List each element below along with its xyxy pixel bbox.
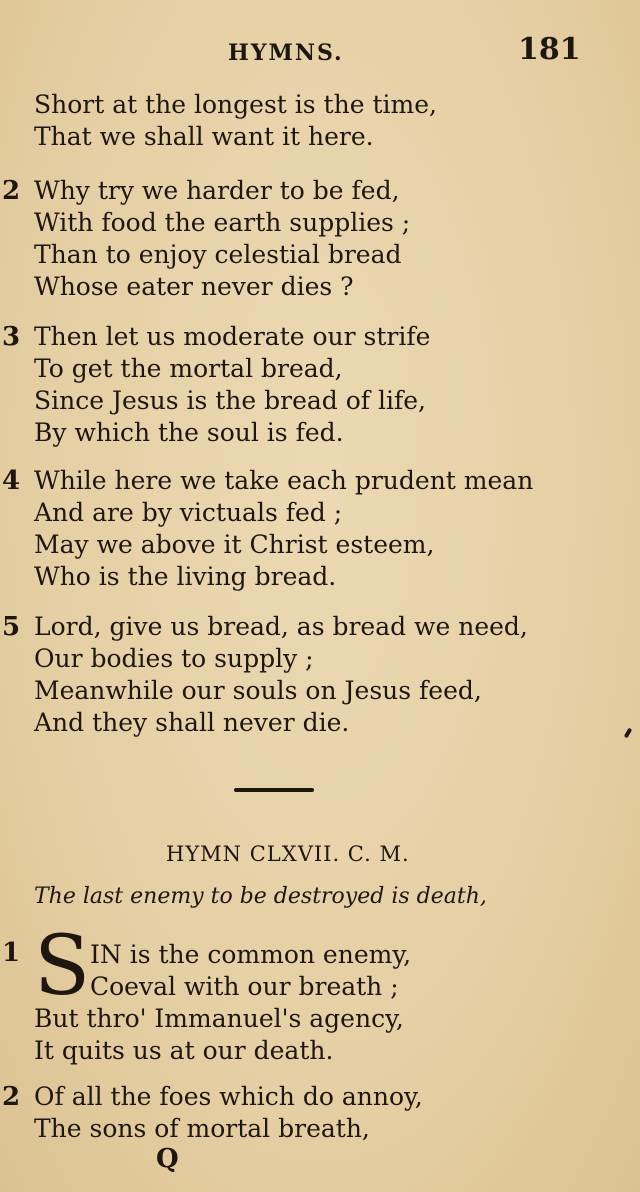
verse-line: Then let us moderate our strife [34,322,431,351]
hymn-title: HYMN CLXVII. C. M. [166,842,410,866]
stanza-number: 5 [2,612,21,642]
verse-line: With food the earth supplies ; [34,208,411,237]
page-number: 181 [518,32,581,67]
verse-line: Lord, give us bread, as bread we need, [34,612,528,641]
verse-line: Of all the foes which do annoy, [34,1082,423,1111]
section-divider [234,788,314,792]
verse-line: Meanwhile our souls on Jesus feed, [34,676,482,705]
verse-line: IN is the common enemy, [90,940,412,969]
verse-line: While here we take each prudent mean [34,466,534,495]
hymn-subtitle: The last enemy to be destroyed is death, [34,884,487,909]
verse-line: But thro' Immanuel's agency, [34,1004,404,1033]
ink-speck [624,728,632,739]
signature-mark: Q [156,1144,179,1174]
verse-line: The sons of mortal breath, [34,1114,370,1143]
stanza-number: 1 [2,938,21,968]
verse-line: By which the soul is fed. [34,418,344,447]
verse-line: Than to enjoy celestial bread [34,240,402,269]
verse-line: And are by victuals fed ; [34,498,343,527]
verse-line: Who is the living bread. [34,562,337,591]
stanza-number: 4 [2,466,21,496]
verse-line: Coeval with our breath ; [90,972,399,1001]
verse-line: May we above it Christ esteem, [34,530,435,559]
running-header: HYMNS. [228,40,344,66]
verse-line: To get the mortal bread, [34,354,343,383]
verse-line: And they shall never die. [34,708,350,737]
stanza-number: 2 [2,176,21,206]
verse-line: Our bodies to supply ; [34,644,314,673]
stanza-number: 2 [2,1082,21,1112]
stanza-number: 3 [2,322,21,352]
verse-line: That we shall want it here. [34,122,374,151]
drop-capital: S [34,919,91,1014]
verse-line: Short at the longest is the time, [34,90,437,119]
verse-line: Why try we harder to be fed, [34,176,400,205]
verse-line: Whose eater never dies ? [34,272,354,301]
verse-line: It quits us at our death. [34,1036,334,1065]
verse-line: Since Jesus is the bread of life, [34,386,426,415]
